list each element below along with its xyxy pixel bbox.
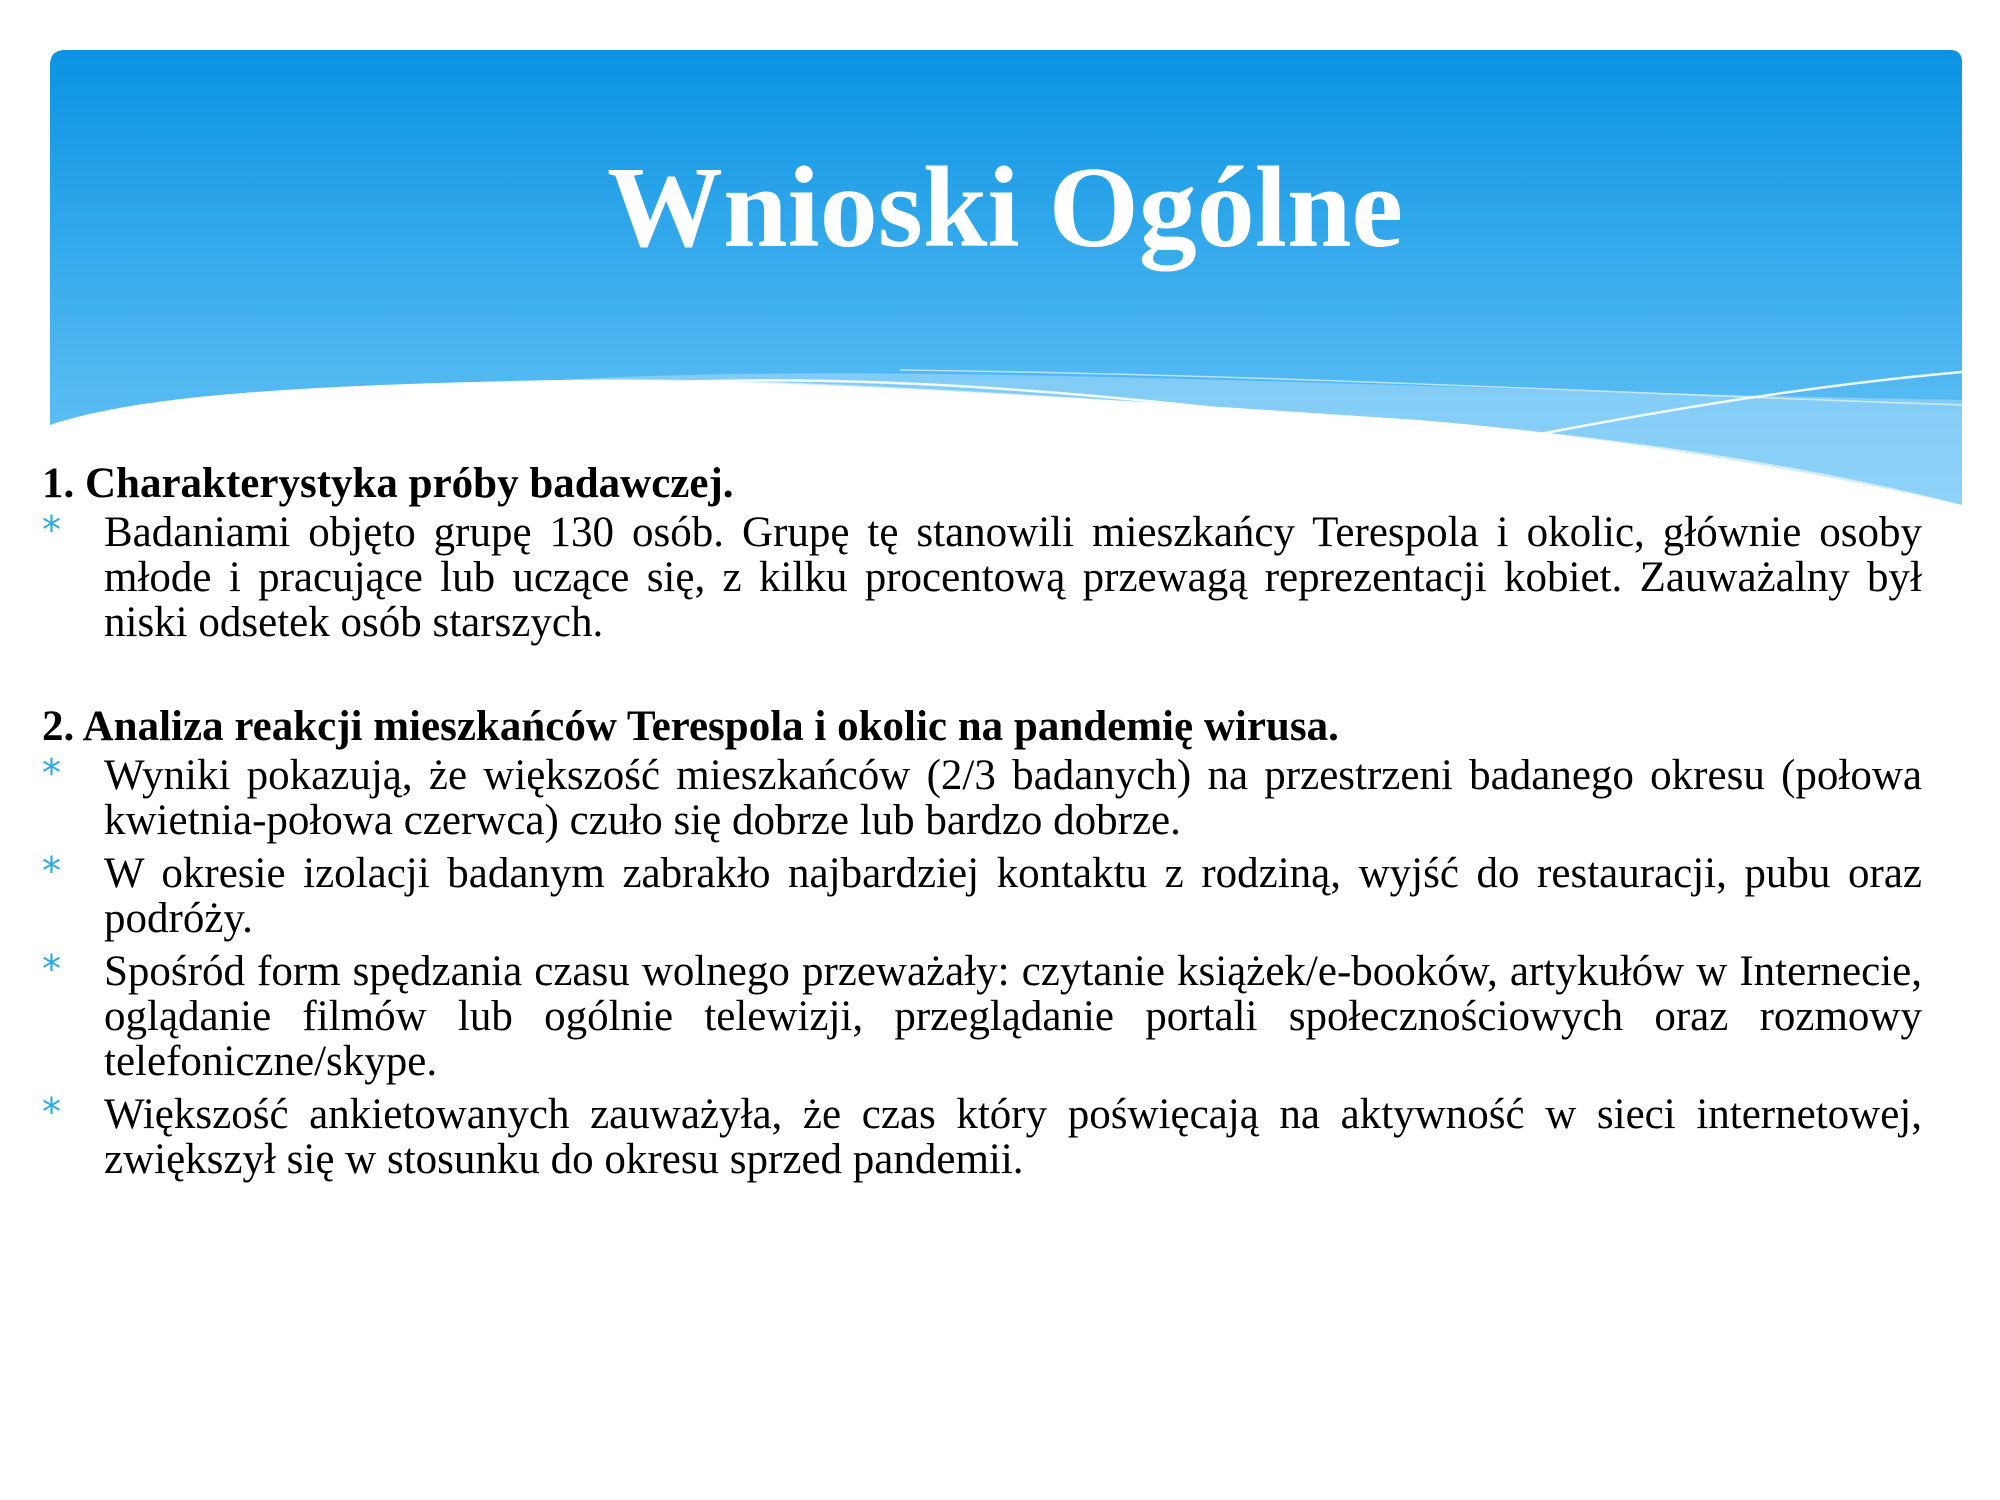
list-item [42,753,1922,843]
asterisk-icon: * [42,947,61,991]
bullet-text: Badaniami objęto grupę 130 osób. Grupę tę stanowili mieszkańcy Terespola i okolic, głównie osoby młode i pracujące lub uczące się, z kilku procentową przewagą reprezentacji kobiet. Zauważalny był niski odsetek osób starszych. [104,509,1922,646]
list-item [42,510,1922,645]
list-item [42,949,1922,1084]
asterisk-icon: * [42,751,61,795]
bullet-text: Spośród form spędzania czasu wolnego przeważały: czytanie książek/e-booków, artykułów w Internecie, oglądanie filmów lub ogólnie telewizji, przeglądanie portali społecznościowych oraz rozmowy telefoniczne/skype. [104,948,1922,1085]
slide-content [42,458,1922,1190]
section-heading-1: 1. Charakterystyka próby badawczej. [42,460,734,507]
asterisk-icon: * [42,849,61,893]
bullet-text: Wyniki pokazują, że większość mieszkańców (2/3 badanych) na przestrzeni badanego okresu (połowa kwietnia-połowa czerwca) czuło się dobrze lub bardzo dobrze. [104,752,1922,844]
list-item [42,851,1922,941]
section-spacer [42,653,1922,701]
bullet-text: Większość ankietowanych zauważyła, że czas który poświęcają na aktywność w sieci internetowej, zwiększył się w stosunku do okresu sprzed pandemii. [104,1091,1922,1183]
section-heading-2: 2. Analiza reakcji mieszkańców Terespola i okolic na pandemię wirusa. [42,703,1339,750]
asterisk-icon: * [42,508,61,552]
bullet-list-1 [42,510,1922,645]
slide-title: Wnioski Ogólne [606,144,1404,272]
bullet-text: W okresie izolacji badanym zabrakło najbardziej kontaktu z rodziną, wyjść do restauracji, pubu oraz podróży. [104,850,1922,942]
asterisk-icon: * [42,1090,61,1134]
list-item [42,1092,1922,1182]
bullet-list-2 [42,753,1922,1182]
